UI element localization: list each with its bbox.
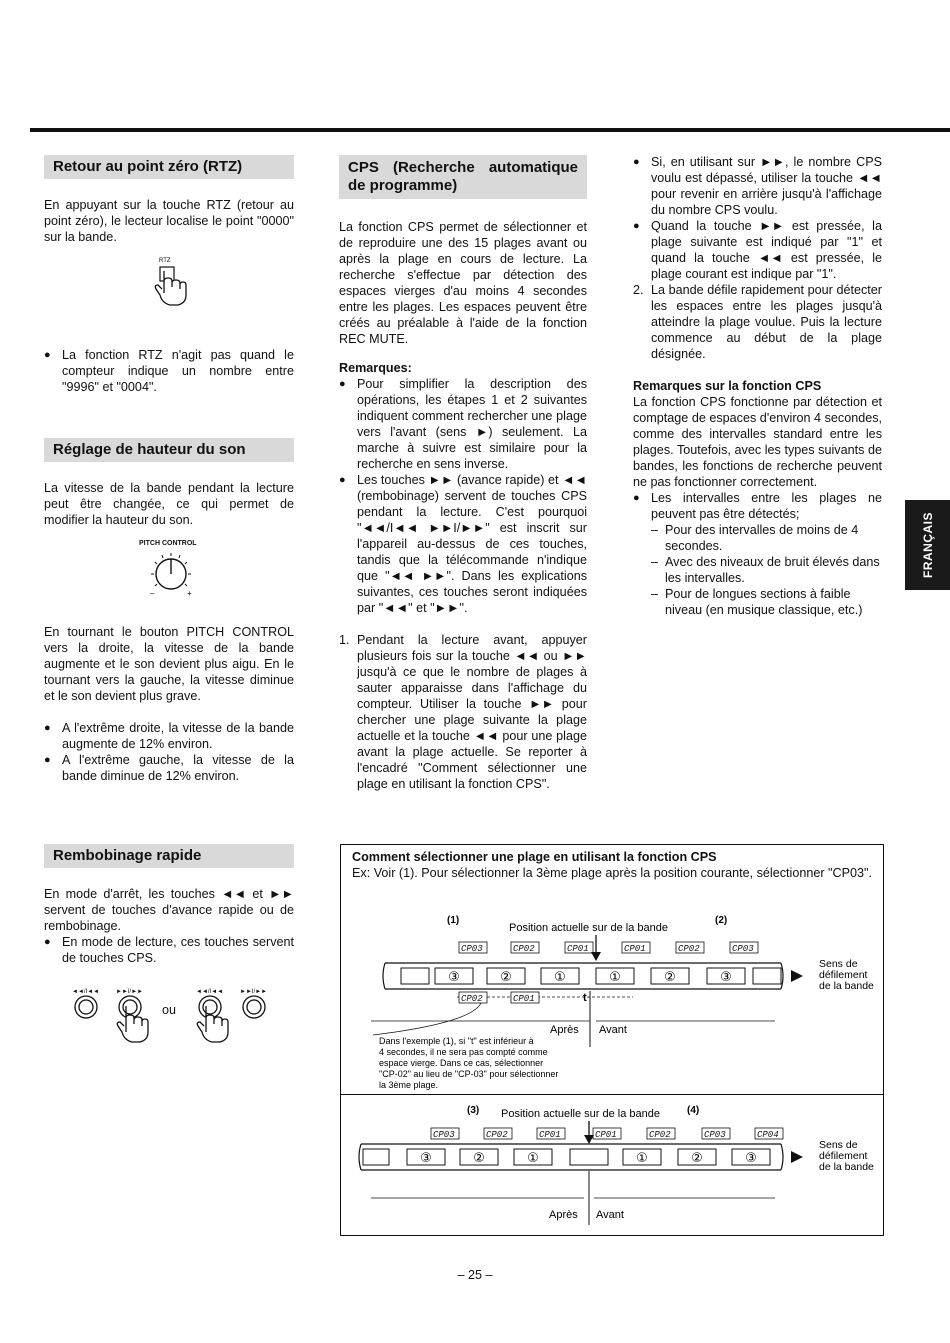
cp-top-5: CP02 — [678, 944, 700, 954]
rewind-heading: Rembobinage rapide — [44, 844, 294, 868]
step-2-text: La bande défile rapidement pour détecter les espaces entre les plages jusqu'à atteindre la plage voulue. Puis la lecture commence au début de la plage désignée. — [651, 283, 882, 361]
box-example: Ex: Voir (1). Pour sélectionner la 3ème plage après la position courante, sélectionner "CP03". — [352, 866, 872, 880]
dash-item-3: – Pour de longues sections à faible niveau (en musique classique, etc.) — [633, 586, 882, 618]
note-line-4: "CP-02" au lieu de "CP-03" pour sélectionner — [379, 1069, 559, 1079]
right-column — [633, 154, 882, 618]
rewind-btn-label-2: ►►I/►► — [116, 989, 144, 995]
pitch-body: En tournant le bouton PITCH CONTROL vers la droite, la vitesse de la bande augmente et le son devient plus aigu. En le tournant vers la gauche, la vitesse diminue et le son devient plus grave. — [44, 625, 294, 703]
sens-label-1-line-1: Sens de — [819, 958, 858, 970]
position-label-2: Position actuelle sur de la bande — [501, 1108, 660, 1120]
avant-label-1: Avant — [599, 1024, 627, 1036]
track-4: ① — [609, 970, 621, 985]
svg-text:+: + — [187, 589, 192, 598]
middle-column — [339, 155, 587, 792]
cp2-top-7: CP04 — [757, 1130, 779, 1140]
pitch-intro: La vitesse de la bande pendant la lecture peut être changée, ce qui permet de modifier la hauteur du son. — [44, 481, 294, 527]
track2-1: ③ — [420, 1151, 432, 1166]
step-2-number: 2. — [633, 283, 644, 297]
apres-label-2: Après — [549, 1209, 578, 1221]
rewind-bullet: ● En mode de lecture, ces touches servent de touches CPS. — [44, 934, 294, 966]
avant-label-2: Avant — [596, 1209, 624, 1221]
cps-intro: La fonction CPS permet de sélectionner et de reproduire une des 15 plages avant ou après la plage en cours de lecture. La recherche s'effectue par détection des espaces vierges d'au moins 4 secondes entre les plages. Les espaces peuvent être créés au préalable à l'aide de la fonction REC MUTE. — [339, 220, 587, 346]
cp-bottom-2: CP01 — [513, 994, 535, 1004]
track-6: ③ — [720, 970, 732, 985]
apres-label-1: Après — [550, 1024, 579, 1036]
left-column — [44, 155, 294, 1064]
rtz-heading: Retour au point zéro (RTZ) — [44, 155, 294, 179]
cps-remarks-title: Remarques: — [339, 361, 412, 375]
rewind-illustration — [44, 984, 294, 1064]
step-1-number: 1. — [339, 633, 350, 647]
rtz-intro: En appuyant sur la touche RTZ (retour au point zéro), le lecteur localise le point "0000" sur la bande. — [44, 198, 294, 244]
label-2: (2) — [715, 915, 728, 926]
cps-function-remarks-title: Remarques sur la fonction CPS — [633, 379, 822, 393]
cps-remark-2: ● Les touches ►► (avance rapide) et ◄◄ (rembobinage) servent de touches CPS pendant la lecture. C'est pourquoi "◄◄/I◄◄ ►►I/►►" est inscrit sur l'appareil au-dessus de ces touches, tandis que la télécommande n'indique que "◄◄ ►►". Dans les explications suivantes, ces touches seront indiquées par "◄◄" et "►►". — [339, 472, 587, 616]
finger-press-icon — [152, 261, 192, 309]
top-rule — [30, 128, 950, 132]
note-line-5: la 3ème plage. — [379, 1080, 439, 1090]
sens-label-1-line-3: de la bande — [819, 980, 874, 992]
sens-label-1-line-2: défilement — [819, 969, 868, 981]
label-1: (1) — [447, 915, 460, 926]
cp-top-row-2 — [431, 1128, 783, 1140]
cp2-top-6: CP03 — [704, 1130, 726, 1140]
label-3: (3) — [467, 1105, 480, 1116]
note-line-3: espace vierge. Dans ce cas, sélectionner — [379, 1058, 544, 1068]
sens-label-2-line-2: défilement — [819, 1150, 868, 1162]
step-1-text: Pendant la lecture avant, appuyer plusieurs fois sur la touche ◄◄ ou ►► jusqu'à ce que le nombre de plages à sauter apparaisse dans l'affichage du compteur. Utiliser la touche ►► pour chercher une plage suivante la plage actuelle et la touche ◄◄ pour une plage avant la plage actuelle. Se reporter à l'encadré "Comment sélectionner une plage en utilisant la fonction CPS". — [357, 633, 587, 791]
rtz-button-label: RTZ — [159, 258, 171, 264]
label-4: (4) — [687, 1105, 700, 1116]
position-label-1: Position actuelle sur de la bande — [509, 922, 668, 934]
cp-top-row-1 — [459, 942, 758, 954]
language-tab — [905, 500, 950, 590]
box-title: Comment sélectionner une plage en utilisant la fonction CPS — [352, 850, 717, 864]
cps-remark-1: ● Pour simplifier la description des opérations, les étapes 1 et 2 suivantes indiquent comment rechercher une plage vers l'avant (sens ►) seulement. La marche à suivre est similaire pour la recherche en sens inverse. — [339, 376, 587, 472]
track2-2: ② — [473, 1151, 485, 1166]
rewind-body: En mode d'arrêt, les touches ◄◄ et ►► servent de touches d'avance rapide ou de rembobinage. — [44, 887, 294, 933]
svg-text:–: – — [150, 589, 155, 598]
cp2-top-1: CP03 — [433, 1130, 455, 1140]
pitch-heading: Réglage de hauteur du son — [44, 438, 294, 462]
note-line-1: Dans l'exemple (1), si "t" est inférieur à — [379, 1036, 534, 1046]
cp-top-3: CP01 — [567, 944, 589, 954]
track-1: ③ — [448, 970, 460, 985]
rewind-btn-label-4: ►►I/►► — [240, 989, 268, 995]
cp-top-6: CP03 — [732, 944, 754, 954]
cp-top-2: CP02 — [513, 944, 535, 954]
dash-item-1: – Pour des intervalles de moins de 4 secondes. — [633, 522, 882, 554]
pitch-bullet-2: ● A l'extrême gauche, la vitesse de la bande diminue de 12% environ. — [44, 752, 294, 784]
cp-top-1: CP03 — [461, 944, 483, 954]
dash-item-2: – Avec des niveaux de bruit élevés dans les intervalles. — [633, 554, 882, 586]
pitch-illustration — [44, 536, 294, 606]
rewind-btn-label-3: ◄◄/I◄◄ — [196, 989, 224, 995]
tape-diagram-2 — [341, 1095, 883, 1235]
note-line-2: 4 secondes, il ne sera pas compté comme — [379, 1047, 548, 1057]
track2-3: ① — [527, 1151, 539, 1166]
track2-6: ③ — [745, 1151, 757, 1166]
cps-function-remarks-body: La fonction CPS fonctionne par détection et comptage de espaces d'environ 4 secondes, comme des intervalles standard entre les plages. Toutefois, avec les types suivants de bandes, les fonctions de recherche peuvent ne pas fonctionner correctement. — [633, 395, 882, 489]
cp2-top-4: CP01 — [595, 1130, 617, 1140]
right-bullet-3: ● Les intervalles entre les plages ne peuvent pas être détectés; — [633, 490, 882, 522]
pitch-bullet-1: ● A l'extrême droite, la vitesse de la bande augmente de 12% environ. — [44, 720, 294, 752]
cp-top-4: CP01 — [624, 944, 646, 954]
cp-bottom-1: CP02 — [461, 994, 483, 1004]
cp2-top-5: CP02 — [649, 1130, 671, 1140]
cps-heading: CPS (Recherche automatique de programme) — [339, 155, 587, 199]
track-5: ② — [664, 970, 676, 985]
page-number: – 25 – — [457, 1268, 493, 1282]
track2-4: ① — [636, 1151, 648, 1166]
track-2: ② — [500, 970, 512, 985]
pitch-knob-icon — [141, 546, 201, 602]
sens-label-2-line-1: Sens de — [819, 1139, 858, 1151]
language-tab-label: FRANÇAIS — [920, 512, 935, 578]
rtz-illustration — [44, 253, 294, 327]
right-bullet-1: ● Si, en utilisant sur ►►, le nombre CPS voulu est dépassé, utiliser la touche ◄◄ pour revenir en arrière jusqu'à l'affichage du nombre CPS voulu. — [633, 154, 882, 218]
cp2-top-3: CP01 — [539, 1130, 561, 1140]
t-label: t — [583, 992, 587, 1004]
cps-step-1 — [339, 632, 587, 792]
right-bullet-2: ● Quand la touche ►► est pressée, la plage suivante est indiqué par "1" et quand la touche ◄◄ est pressée, le plage courant est indique par "1". — [633, 218, 882, 282]
pitch-knob-label: PITCH CONTROL — [139, 540, 197, 547]
track-3: ① — [554, 970, 566, 985]
box-text — [352, 849, 872, 881]
cp2-top-2: CP02 — [486, 1130, 508, 1140]
rewind-btn-label-1: ◄◄/I◄◄ — [72, 989, 100, 995]
sens-label-2-line-3: de la bande — [819, 1161, 874, 1173]
rewind-ou: ou — [162, 1003, 177, 1017]
rtz-note: ● La fonction RTZ n'agit pas quand le compteur indique un nombre entre "9996" et "0004". — [44, 347, 294, 395]
cps-example-box — [340, 844, 884, 1236]
track2-5: ② — [691, 1151, 703, 1166]
step-2 — [633, 282, 882, 362]
tape-diagram-1 — [341, 907, 883, 1090]
